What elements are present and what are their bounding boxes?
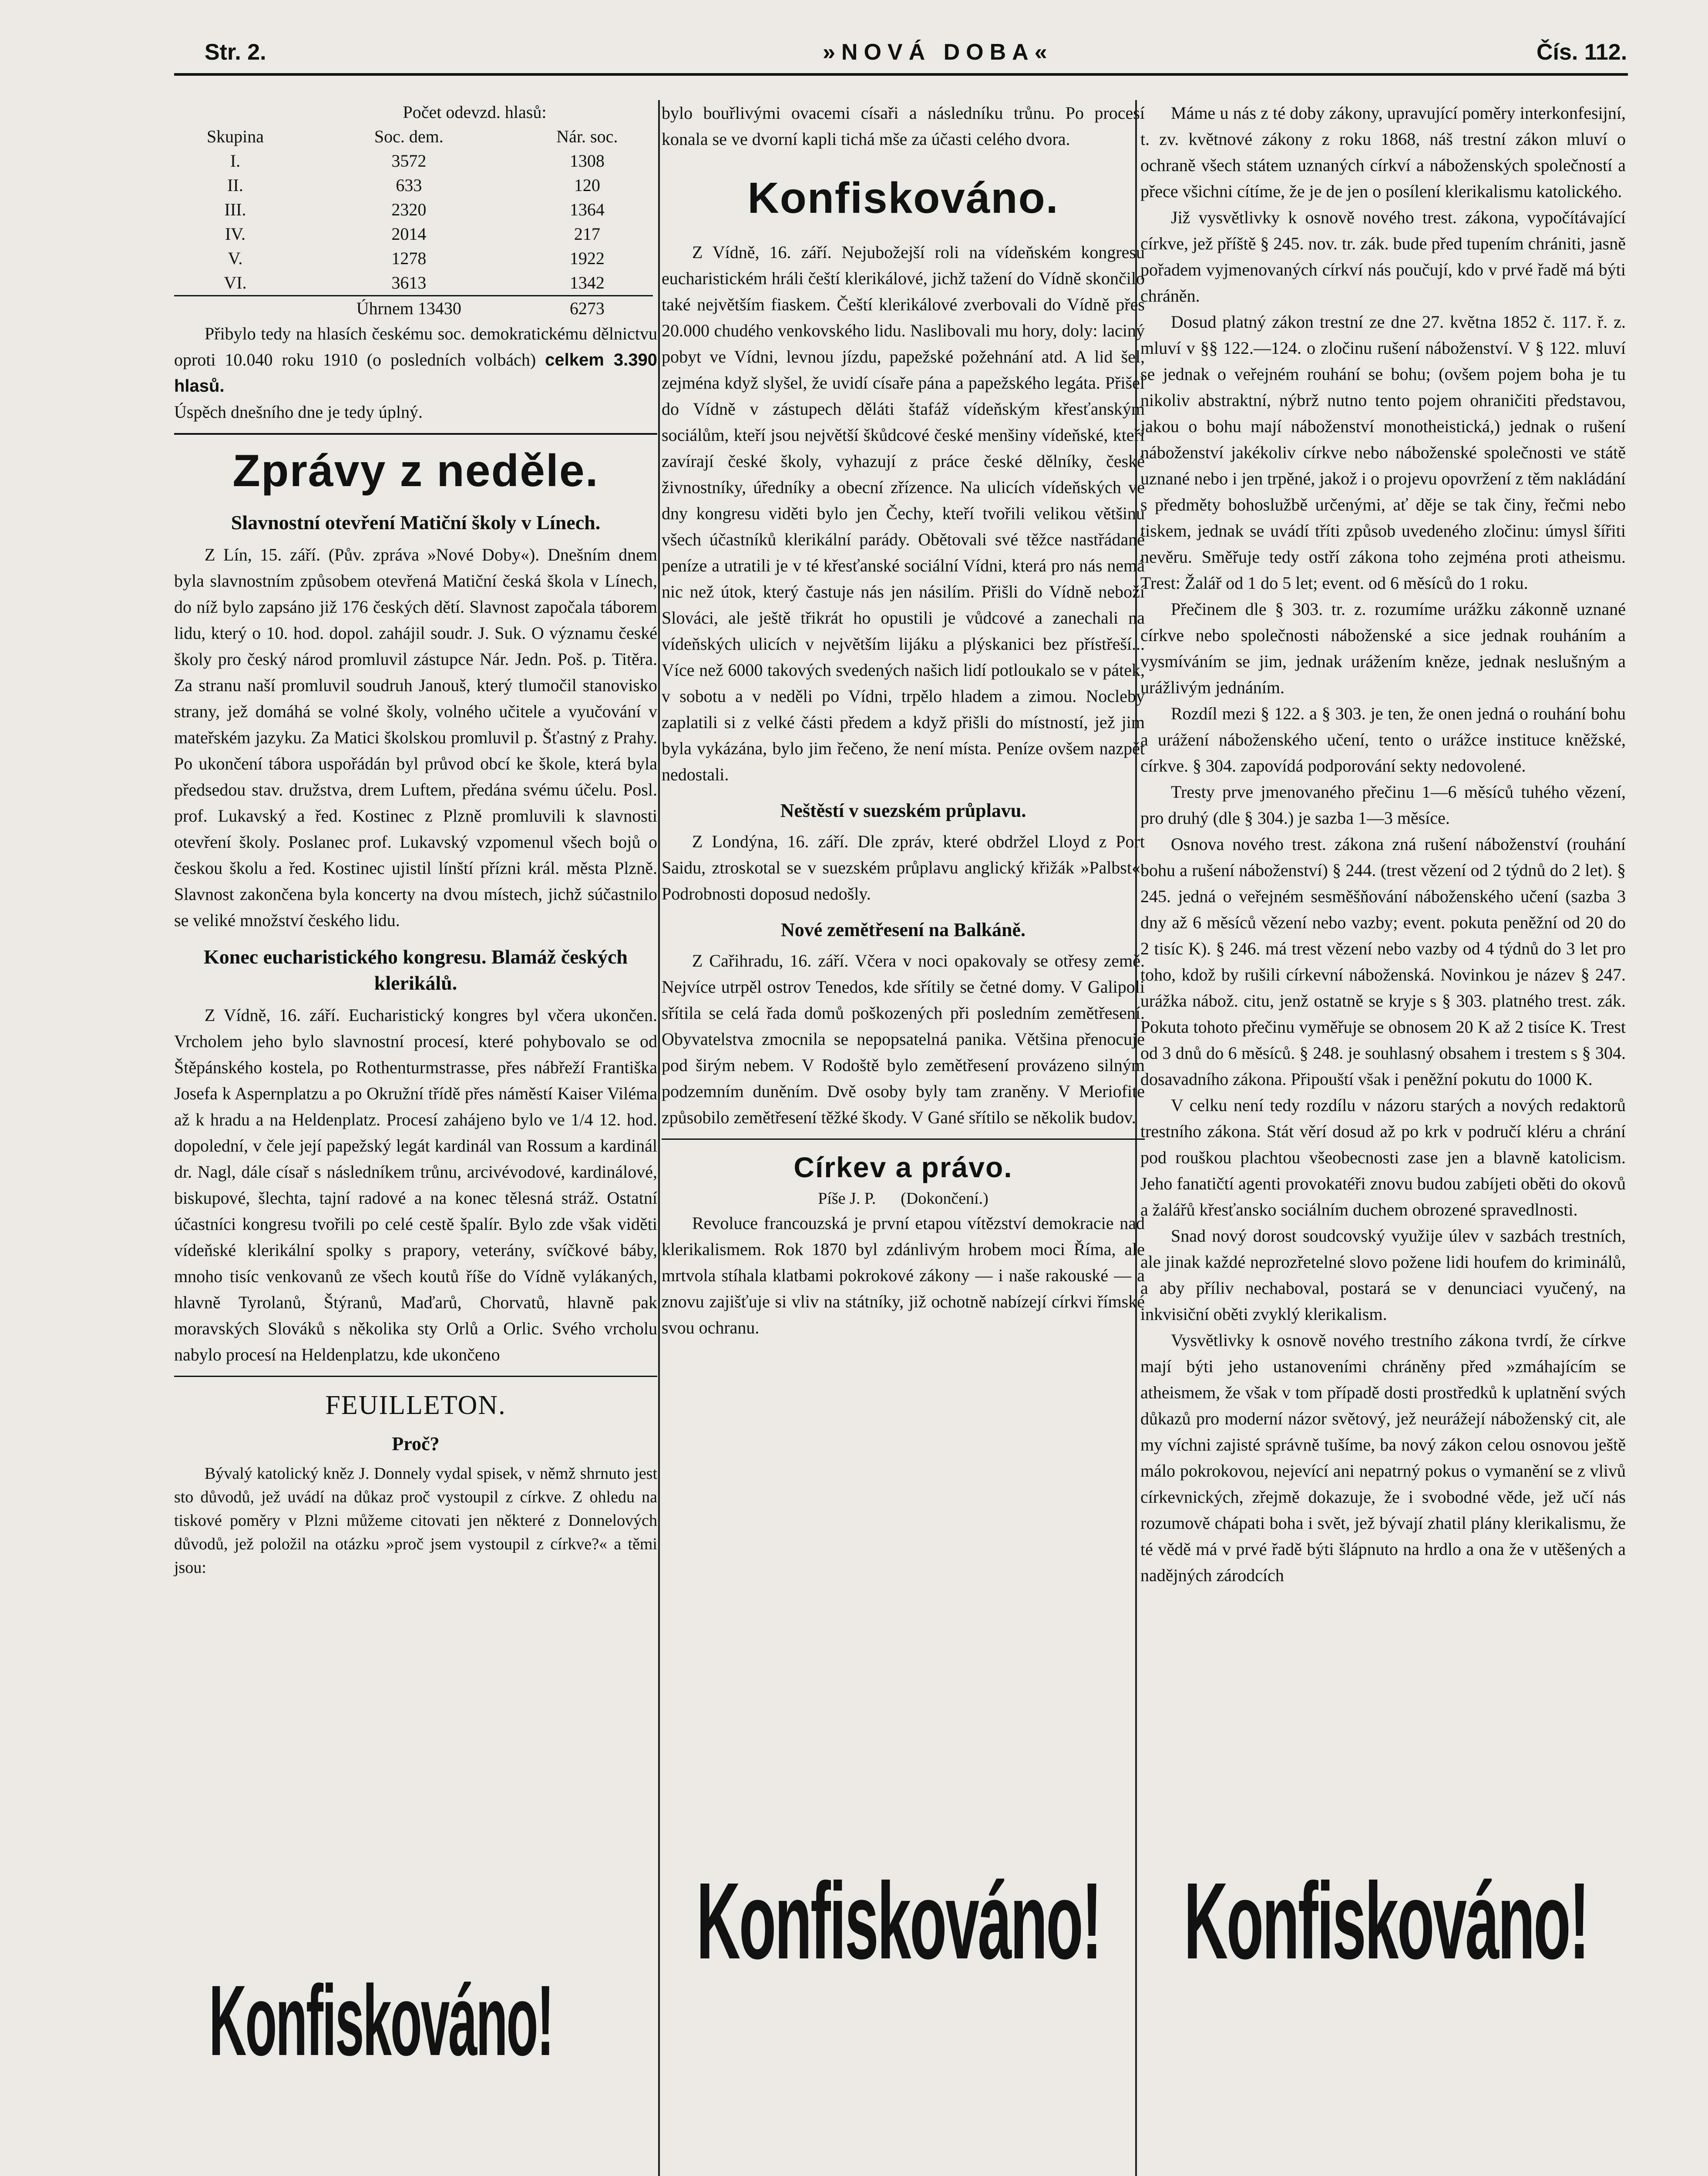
article-linec: Z Lín, 15. září. (Pův. zpráva »Nové Doby«). Dnešním dnem byla slavnostním způsobem otevřená Matiční česká škola v Línech, do níž bylo zapsáno již 176 českých dětí. Slavnost započala táborem lidu, který o 10. hod. dopol. zahájil soudr. J. Suk. O významu české školy pro český národ promluvil zástupce Nár. Jedn. Poš. p. Titěra. Za stranu naší promluvil soudruh Janouš, který tlumočil stanovisko strany, jež domáhá se volné školy, volného učitele a vyučování v mateřském jazyku. Za Matici školskou promluvil p. Šťastný z Prahy. Po ukončení tábora uspořádán byl průvod obcí ke škole, která byla předsedou stav. družstva, drem Luftem, předána svému účelu. Posl. prof. Lukavský a řed. Kostinec z Plzně promluvili k slavnosti otevření školy. Poslanec prof. Lukavský vzpomenul všech bojů o českou školu a řed. Kostinec ujistil línští přízni král. města Plzně. Slavnost zakončena byla koncerty na dvou místech, jichž súčastnilo se veliké množství českého lidu. (174, 545, 657, 930)
article-zemetreseni: Z Cařihradu, 16. září. Včera v noci opakovaly se otřesy země. Nejvíce utrpěl ostrov Tenedos, kde sřítily se četné domy. V Galipoli sřítila se celá řada domů poškozených při posledním zemětřesení. Obyvatelstva zmocnila se nepopsatelná panika. Většina přenocuje pod širým nebem. V Rodoště bylo zemětřesení provázeno silným podzemním duněním. Dvě osoby byly tam zraněny. V Meriofite způsobilo zemětřesení těžké škody. V Gané sřítilo se několik budov. (662, 951, 1145, 1127)
table-cell: 120 (574, 175, 600, 195)
separator (174, 433, 657, 435)
table-cell: 3572 (391, 151, 427, 171)
table-header: Nár. soc. (556, 127, 618, 146)
table-cell: III. (224, 200, 246, 219)
table-total-row (174, 296, 653, 321)
article-title-cirkev: Církev a právo. (793, 1151, 1013, 1183)
paragraph: Přečinem dle § 303. tr. z. rozumíme urážku zákonně uznané církve nebo společnosti náboženské a sice jednak rouháním a vysmíváním se jim, jednak urážením kněze, jednak neslušným a urážlivým jednáním. (1140, 599, 1626, 697)
paragraph: Již vysvětlivky k osnově nového trest. zákona, vypočítávající církve, jež příště § 245. nov. tr. zák. bude před tupením chrániti, jasně pořadem vyjmenovaných církví nás poučují, kdo v prvé řadě má býti chráněn. (1140, 208, 1626, 306)
heading-zpravy: Zprávy z neděle. (232, 446, 599, 496)
konfiskovano-col1: Konfiskováno! (209, 1964, 553, 2076)
table-cell: V. (228, 248, 243, 268)
votes-table (174, 100, 653, 321)
table-caption: Počet odevzd. hlasů: (403, 102, 547, 122)
column-3 (1140, 100, 1626, 1588)
table-header: Skupina (206, 127, 264, 146)
table-row (174, 173, 653, 198)
page-header (26, 35, 1676, 74)
paragraph: Vysvětlivky k osnově nového trestního zákona tvrdí, že církve mají býti jeho ustanoveními chráněny před »zmáhajícím se atheismem, že však v tom případě dosti prostředků k uplatnění svých důkazů pro moderní názor světový, jež neurážejí náboženský cit, ale my víchni zajisté správně tušíme, ba nový zákon celou osnovou ještě málo pokrokovou, nejevící ani nepatrný pokus o vymanění se z vlivů církevnických, zřejmě dokazuje, že i svobodné věde, jež učí nás rozumově chápati boha i svět, jež bývají zhatil plány klerikalismu, že té vědě má v prvé řadě býti šlápnuto na hrdlo a ona že v utěšených a nadějných zárodcích (1140, 1330, 1626, 1585)
separator (174, 1376, 657, 1377)
table-summary-2: Úspěch dnešního dne je tedy úplný. (174, 402, 423, 422)
column-2 (662, 100, 1145, 1341)
article-title-kongres: Konec eucharistického kongresu. Blamáž českých klerikálů. (203, 946, 628, 994)
article-vienna: Z Vídně, 16. září. Nejubožejší roli na vídeňském kongresu eucharistickém hráli čeští klerikálové, jichž tažení do Vídně skončilo také největším fiaskem. Čeští klerikálové zverbovali do Vídně přes 20.000 chudého venkovského lidu. Naslibovali mu hory, doly: laciný pobyt ve Vídni, levnou jízdu, papežské požehnání atd. A lid šel, zejména když slyšel, že uvidí císaře pána a papežského legáta. Přišel do Vídně v zástupech děláti štafáž vídeňským křesťanským sociálům, kteří jsou největší škůdcové české menšiny vídeňské, kteří zavírají české školy, vyhazují z práce české dělníky, české živnostníky, úředníky a obecní zřízence. Na ulicích vídeňských ve dny kongresu viděti bylo jen Čechy, kteří tvořili velikou většinu všech účastníků klerikální parády. Obětovali své těžce nastřádané peníze a utratili je v té křesťanské sociální Vídni, která pro nás nemá nic než útok, který častuje nás jen násilím. Přišli do Vídně neboží Slováci, ale ještě třikrát ho opustili je vůdcové a zanechali na vídeňských ulicích v největším lijáku a plýskanici bez přístřeší... Více než 6000 takových svedených našich lidí potloukalo se v pátek, v sobotu a v neděli po Vídni, trpělo hladem a zimou. Nocleby zaplatili si z velké části předem a když přišli do místností, jež jim byla vykázána, bylo jim řečeno, že není místa. Peníze ovšem nazpět nedostali. (662, 242, 1145, 784)
table-cell: 1342 (569, 273, 605, 292)
table-summary: Přibylo tedy na hlasích českému soc. demokratickému dělnictvu oproti 10.040 roku 1910 (o posledních volbách) celkem 3.390 hlasů. (174, 324, 658, 396)
heading-konfiskovano: Konfiskováno. (747, 174, 1059, 222)
total-nar: 6273 (569, 299, 605, 318)
article-byline: Píše J. P. (Dokončení.) (818, 1189, 988, 1208)
issue-number: Čís. 112. (1537, 40, 1627, 65)
newspaper-title: »NOVÁ DOBA« (823, 40, 1053, 65)
feuilleton-heading: FEUILLETON. (325, 1390, 506, 1420)
table-cell: IV. (225, 224, 246, 244)
article-title-zemetreseni: Nové zemětřesení na Balkáně. (780, 919, 1026, 940)
feuilleton-title: Proč? (392, 1433, 440, 1454)
paragraph: Máme u nás z té doby zákony, upravující poměry interkonfesijní, t. zv. květnové zákony z roku 1868, náš trestní zákon mluví o ochraně všech státem uznaných církví a náboženských společností a přece všichni cítíme, že je de jen o posílení klerikalismu katolického. (1140, 103, 1626, 201)
table-cell: 1308 (569, 151, 605, 171)
article-cirkev: Revoluce francouzská je první etapou vítězství demokracie nad klerikalismem. Rok 1870 byl zdánlivým hrobem moci Říma, ale mrtvola stíhala klatbami pokrokové zákony — i naše rakouské — a znovu zajišťuje si vliv na státníky, již ochotně nabízejí církvi římské svou ochranu. (662, 1213, 1145, 1337)
table-cell: 633 (396, 175, 422, 195)
article-continuation: bylo bouřlivými ovacemi císaři a následníku trůnu. Po procesí konala se ve dvorní kapli tichá mše za účasti celého dvora. (662, 103, 1145, 149)
table-row (174, 149, 653, 173)
paragraph: Tresty prve jmenovaného přečinu 1—6 měsíců tuhého vězení, pro druhý (dle § 304.) je sazba 1—3 měsíce. (1140, 782, 1626, 828)
table-cell: II. (227, 175, 243, 195)
table-cell: VI. (224, 273, 247, 292)
konfiskovano-col2: Konfiskováno! (696, 1860, 1101, 1981)
article-suez: Z Londýna, 16. září. Dle zpráv, které obdržel Lloyd z Port Saidu, ztroskotal se v suezském průplavu anglický křižák »Palbst«. Podrobnosti doposud nedošly. (662, 832, 1145, 903)
total-label: Úhrnem (356, 299, 414, 318)
table-cell: I. (230, 151, 241, 171)
page-number: Str. 2. (205, 40, 266, 65)
paragraph: Osnova nového trest. zákona zná rušení náboženství (rouhání bohu a rušení náboženství) § 244. (trest vězení od 2 týdnů do 2 let). § 245. jedná o veřejném sesměšňování náboženského učení (sazba 3 dny až 6 měsíců vězení nebo vazby; event. pokuta peněžní od 20 do 2 tisíc K). § 246. má trest vězení nebo vazby od 4 týdnů do 3 let pro toho, kdož by rušili církevní náboženská. Novinkou je název § 247. urážka nábož. citu, jenž ostatně se kryje s § 303. platného trest. zák. Pokuta tohoto přečinu vyměřuje se obnosem 20 K až 2 tisíce K. Trest od 3 dnů do 6 měsíců. § 248. je souhlasný obsahem i trestem s § 304. dosavadního zákona. Připouští však i peněžní pokutu do 1000 K. (1140, 834, 1626, 1089)
paragraph: Rozdíl mezi § 122. a § 303. je ten, že onen jedná o rouhání bohu a urážení náboženského učení, tento o urážce instituce kněžské, církve. § 304. zapovídá podporování sekty nedovolené. (1140, 704, 1626, 776)
article-kongres: Z Vídně, 16. září. Eucharistický kongres byl včera ukončen. Vrcholem jeho bylo slavnostní procesí, které pohybovalo se od Štěpánského kostela, po Rothenturmstrasse, přes nábřeží Františka Josefa k Aspernplatzu a po Okružní třídě přes náměstí Kaiser Viléma až k hradu a na Heldenplatz. Procesí zahájeno bylo ve 1/4 12. hod. dopolední, v čele její papežský legát kardinál van Rossum a kardinál dr. Nagl, dále císař s následníkem trůnu, arcivévodové, kardinálové, biskupové, šlechta, tajní radové a na konec tělesná stráž. Ostatní účastníci kongresu tvořili po celé cestě špalír. Bylo zde však viděti vídeňské klerikální spolky s prapory, veterány, svíčkové báby, mnoho tisíc venkovanů ze všech koutů říše do Vídně vylákaných, hlavně Tyrolanů, Štýranů, Maďarů, Chorvatů, hlavně pak moravských Slováků s několika sty Orlů a Orlic. Svého vrcholu nabylo procesí na Heldenplatzu, kde ukončeno (174, 1005, 657, 1364)
table-cell: 2014 (391, 224, 427, 244)
header-rule (174, 73, 1628, 76)
article-title-linec: Slavnostní otevření Matiční školy v Línech. (231, 511, 601, 534)
table-cell: 1922 (569, 248, 605, 268)
table-cell: 1364 (569, 200, 605, 219)
total-soc: 13430 (417, 299, 461, 318)
table-header: Soc. dem. (374, 127, 444, 146)
column-1 (174, 100, 657, 1579)
paragraph: Snad nový dorost soudcovský využije úlev v sazbách trestních, ale jinak každé neprozřetelné slovo požene lidi houfem do kriminálů, a aby příliv nechaboval, postará se v denunciaci vyučený, na inkvisiční oběti zvyklý klerikalism. (1140, 1226, 1626, 1324)
feuilleton-text: Bývalý katolický kněz J. Donnely vydal spisek, v němž shrnuto jest sto důvodů, jež uvádí na důkaz proč vystoupil z církve. Z ohledu na tiskové poměry v Plzni můžeme citovati jen některé z Donnelových důvodů, jež položil na otázku »proč jsem vystoupil z církve?« a těmi jsou: (174, 1464, 657, 1577)
table-row (174, 222, 653, 246)
table-row (174, 246, 653, 271)
table-cell: 217 (574, 224, 600, 244)
paragraph: Dosud platný zákon trestní ze dne 27. května 1852 č. 117. ř. z. mluví v §§ 122.—124. o zločinu rušení náboženství. V § 122. mluví se jednak o veřejném rouhání se bohu; (ovšem pojem boha je tu nikoliv abstraktní, nýbrž nutno tento pojem ohraničiti představou, jakou o bohu mají náboženství monotheistická,) jednak o rušení náboženství jakékoliv církve nebo náboženské společnosti ve státě uznané nebo i jen trpěné, jakož i o projevu opovržení z těm nakládání s předměty bohoslužbě určenými, ať děje se tak činy, řečmi nebo tiskem, jednak se uvádí tříti způsob uvedeného zločinu: úmysl šířiti nevěru. Směřuje tedy ostří zákona toho zejména proti atheismu. Trest: Žalář od 1 do 5 let; event. od 6 měsíců do 1 roku. (1140, 312, 1626, 593)
table-cell: 2320 (391, 200, 427, 219)
table-row (174, 271, 653, 296)
table-cell: 1278 (391, 248, 427, 268)
separator (662, 1138, 1145, 1140)
table-cell: 3613 (391, 273, 427, 292)
paragraph: V celku není tedy rozdílu v názoru starých a nových redaktorů trestního zákona. Stát věrí dosud až po krk v područí kléru a chrání pod rouškou plachtou všeobecnosti zase jen a blavně katolicism. Jeho fanatičtí agenti provokatéři znovu budou zabíjeti oběti do okovů a žalářů křesťansko sociálním duchem obrozené spravedlnosti. (1140, 1095, 1626, 1219)
konfiskovano-col3: Konfiskováno! (1184, 1860, 1588, 1981)
article-title-suez: Neštěstí v suezském průplavu. (780, 800, 1026, 821)
table-row (174, 198, 653, 222)
column-divider-1 (658, 100, 660, 2176)
